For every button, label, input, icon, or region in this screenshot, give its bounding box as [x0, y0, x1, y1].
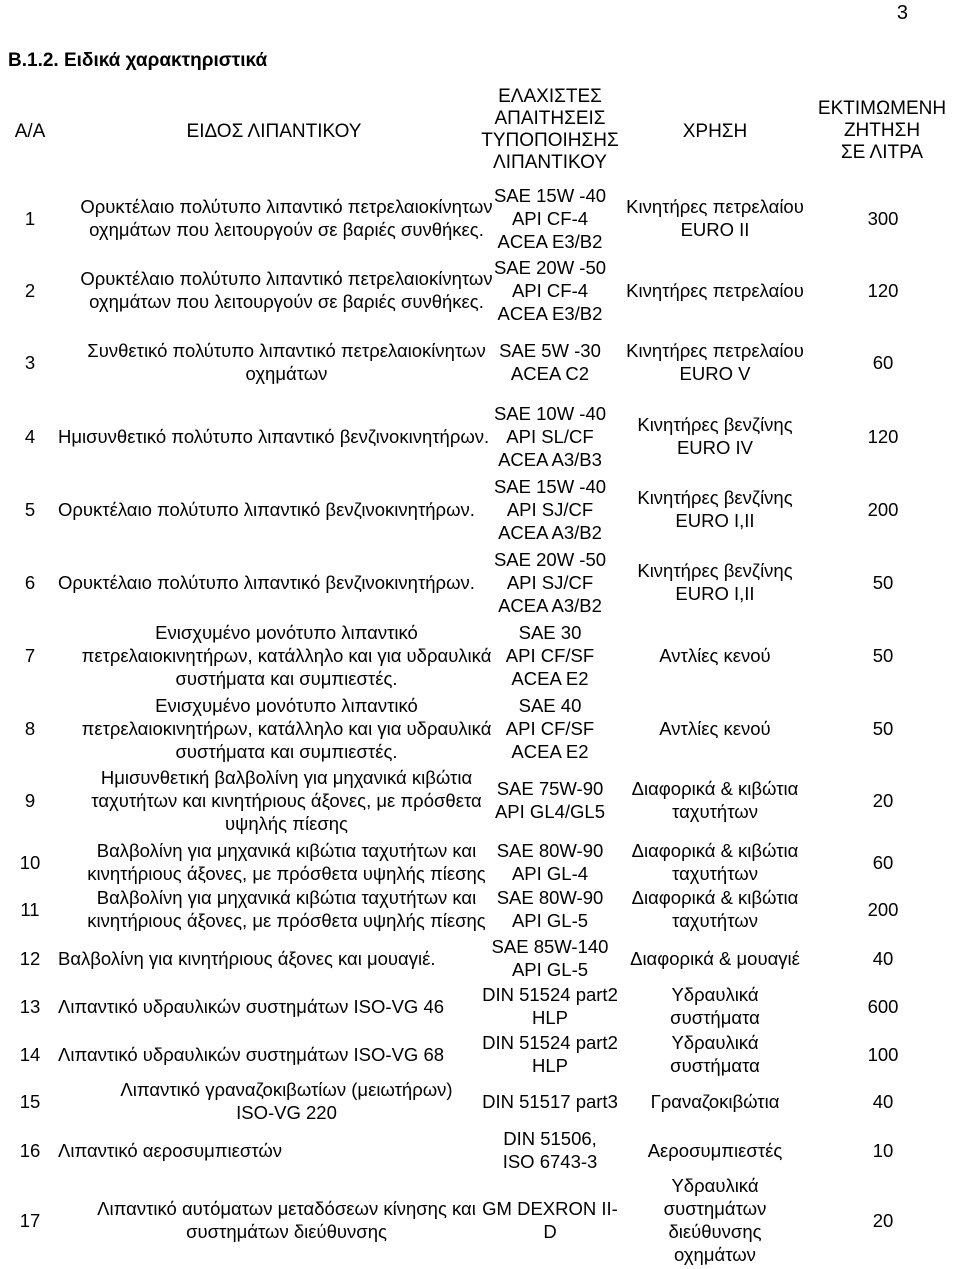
header-qty [800, 98, 960, 164]
row-spec [460, 839, 640, 885]
row-use-line: Διαφορικά & μουαγιέ [630, 947, 800, 969]
row-description-line: Ημισυνθετικό πολύτυπο λιπαντικό βενζινοκινητήρων. [58, 425, 490, 447]
row-description [64, 1197, 509, 1243]
row-spec-line: DIN 51506, [503, 1128, 597, 1149]
row-number: 3 [24, 351, 36, 373]
row-use-line: Κινητήρες βενζίνης [637, 560, 793, 581]
row-spec [460, 694, 640, 763]
row-description [58, 1043, 488, 1066]
row-description-line: Ορυκτέλαιο πολύτυπο λιπαντικό βενζινοκινητήρων. [58, 498, 475, 520]
row-description-line: συστημάτων διεύθυνσης [186, 1221, 387, 1242]
header-spec-line: ΑΠΑΙΤΗΣΕΙΣ [494, 108, 606, 129]
row-use-line: συστήματα [670, 1055, 760, 1076]
row-spec [460, 935, 640, 981]
row-description [64, 694, 509, 763]
row-use-line: Αεροσυμπιεστές [647, 1139, 783, 1161]
row-number: 17 [19, 1209, 41, 1231]
row-spec [460, 475, 640, 544]
row-use-line: Υδραυλικά [671, 1032, 759, 1053]
row-description-line: πετρελαιοκινητήρων, κατάλληλο και για υδραυλικά [81, 644, 492, 666]
header-spec-line: ΤΥΠΟΠΟΙΗΣΗΣ [481, 130, 619, 151]
row-description [64, 1078, 509, 1124]
row-use-line: Αντλίες κενού [659, 644, 771, 666]
row-use-line: EURO V [679, 363, 751, 384]
row-spec-line: API GL-5 [511, 959, 589, 980]
row-number: 1 [24, 207, 36, 229]
row-use-line: ταχυτήτων [672, 801, 758, 822]
row-qty: 60 [872, 351, 894, 373]
row-qty: 200 [867, 498, 899, 520]
row-description-line: συστήματα και συμπιεστές. [175, 740, 398, 762]
row-spec-line: DIN 51524 part2 [482, 1032, 618, 1053]
row-spec-line: SAE 80W-90 [496, 840, 604, 861]
row-description [64, 839, 509, 885]
row-description [58, 571, 488, 594]
header-spec-line: ΕΛΑΧΙΣΤΕΣ [498, 86, 602, 107]
row-use [615, 559, 815, 605]
row-spec-line: ACEA E2 [511, 740, 589, 762]
row-description [64, 886, 509, 932]
row-qty: 40 [872, 1090, 894, 1112]
row-number: 4 [24, 425, 36, 447]
row-qty: 20 [872, 1209, 894, 1231]
row-description [64, 621, 509, 690]
row-qty: 50 [872, 644, 894, 666]
row-use-line: Υδραυλικά [671, 1175, 759, 1196]
row-description [64, 339, 509, 385]
header-use: ΧΡΗΣΗ [682, 121, 748, 142]
page-number: 3 [896, 2, 908, 24]
row-spec-line: DIN 51517 part3 [482, 1090, 618, 1112]
row-spec [460, 1197, 640, 1243]
row-number: 7 [24, 644, 36, 666]
row-use [615, 339, 815, 385]
row-description-line: Ορυκτέλαιο πολύτυπο λιπαντικό πετρελαιοκίνητων [80, 196, 493, 217]
row-use [615, 839, 815, 885]
row-number: 10 [19, 851, 41, 873]
row-spec-line: HLP [532, 1055, 568, 1076]
row-qty: 100 [867, 1043, 899, 1065]
row-description-line: Λιπαντικό αεροσυμπιεστών [58, 1139, 283, 1161]
row-qty: 200 [867, 898, 899, 920]
row-qty: 50 [872, 571, 894, 593]
row-spec-line: API GL4/GL5 [494, 801, 606, 822]
row-number: 13 [19, 995, 41, 1017]
row-spec-line: SAE 85W-140 [491, 936, 609, 957]
header-qty-line: ΣΕ ΛΙΤΡΑ [840, 142, 924, 163]
row-use-line: συστήματα [670, 1007, 760, 1028]
row-spec-line: SAE 20W -50 [493, 548, 607, 570]
row-description-line: κινητήριους άξονες, με πρόσθετα υψηλής πίεσης [87, 910, 486, 931]
row-spec [460, 1090, 640, 1113]
row-description [64, 195, 509, 241]
row-number: 5 [24, 498, 36, 520]
row-spec-line: ACEA E3/B2 [497, 302, 603, 324]
row-number: 16 [19, 1139, 41, 1161]
row-spec-line: ACEA A3/B2 [498, 594, 602, 616]
row-qty: 40 [872, 947, 894, 969]
row-spec-line: API CF-4 [511, 279, 589, 301]
row-description-line: Λιπαντικό αυτόματων μεταδόσεων κίνησης και [97, 1198, 476, 1219]
row-spec-line: API GL-5 [511, 910, 589, 931]
row-spec-line: ACEA E3/B2 [497, 230, 603, 252]
row-spec [460, 339, 640, 385]
row-spec [460, 1031, 640, 1077]
row-use-line: ταχυτήτων [672, 910, 758, 931]
row-use-line: Διαφορικά & κιβώτια [631, 887, 799, 908]
row-use [615, 717, 815, 740]
row-qty: 120 [867, 425, 899, 447]
row-spec-line: ACEA C2 [510, 363, 590, 384]
row-use-line: Κινητήρες πετρελαίου [626, 340, 804, 361]
row-spec-line: API SJ/CF [506, 498, 594, 520]
row-spec-line: D [543, 1221, 557, 1242]
row-spec [460, 777, 640, 823]
row-description [58, 947, 488, 970]
row-description-line: Λιπαντικό υδραυλικών συστημάτων ISO-VG 46 [58, 995, 445, 1017]
row-spec-line: ACEA E2 [511, 667, 589, 689]
row-spec-line: SAE 15W -40 [493, 475, 607, 497]
row-use [615, 947, 815, 970]
row-use [615, 1139, 815, 1162]
row-spec-line: API SJ/CF [506, 571, 594, 593]
row-qty: 20 [872, 789, 894, 811]
row-number: 9 [24, 789, 36, 811]
row-description-line: Βαλβολίνη για μηχανικά κιβώτια ταχυτήτων και [96, 840, 477, 861]
row-use-line: Αντλίες κενού [659, 717, 771, 739]
row-spec-line: GM DEXRON II- [482, 1198, 618, 1219]
row-number: 11 [20, 898, 40, 920]
header-qty-line: ΖΗΤΗΣΗ [843, 120, 921, 141]
row-spec-line: SAE 20W -50 [493, 256, 607, 278]
row-qty: 50 [872, 717, 894, 739]
row-spec [460, 402, 640, 471]
row-description-line: Ορυκτέλαιο πολύτυπο λιπαντικό πετρελαιοκίνητων [80, 268, 493, 289]
row-description [58, 995, 488, 1018]
row-number: 14 [19, 1043, 41, 1065]
row-spec-line: SAE 40 [518, 694, 582, 716]
row-use-line: Διαφορικά & κιβώτια [631, 840, 799, 861]
row-use-line: Γραναζοκιβώτια [650, 1090, 780, 1112]
row-use-line: EURO IV [676, 437, 754, 458]
row-spec [460, 886, 640, 932]
row-use-line: Διαφορικά & κιβώτια [631, 778, 799, 799]
header-spec-line: ΛΙΠΑΝΤΙΚΟΥ [493, 152, 607, 173]
row-description-line: οχημάτων που λειτουργούν σε βαριές συνθήκες. [89, 291, 484, 312]
row-description [64, 766, 509, 835]
row-spec-line: API CF-4 [511, 207, 589, 229]
row-description-line: Λιπαντικό γραναζοκιβωτίων (μειωτήρων) [120, 1079, 453, 1100]
row-description-line: Συνθετικό πολύτυπο λιπαντικό πετρελαιοκίνητων [87, 340, 486, 361]
row-use [615, 1031, 815, 1077]
row-use [615, 1174, 815, 1266]
row-description-line: Ενισχυμένο μονότυπο λιπαντικό [155, 621, 418, 643]
row-spec-line: API CF/SF [505, 717, 595, 739]
section-title: B.1.2. Ειδικά χαρακτηριστικά [8, 50, 268, 71]
row-description-line: ταχυτήτων και κινητήριους άξονες, με πρόσθετα [91, 789, 482, 811]
row-spec-line: ACEA A3/B3 [498, 448, 602, 470]
row-spec-line: ISO 6743-3 [502, 1151, 598, 1172]
row-description [58, 425, 488, 448]
row-description-line: συστήματα και συμπιεστές. [175, 667, 398, 689]
row-use-line: ταχυτήτων [672, 863, 758, 884]
row-number: 15 [19, 1090, 41, 1112]
row-spec [460, 1127, 640, 1173]
header-type: ΕΙΔΟΣ ΛΙΠΑΝΤΙΚΟΥ [186, 121, 362, 142]
row-description-line: οχημάτων [245, 363, 328, 384]
row-description-line: πετρελαιοκινητήρων, κατάλληλο και για υδραυλικά [81, 717, 492, 739]
row-description [58, 498, 488, 521]
row-description-line: κινητήριους άξονες, με πρόσθετα υψηλής πίεσης [87, 863, 486, 884]
row-use [615, 983, 815, 1029]
row-description [64, 267, 509, 313]
row-spec [460, 184, 640, 253]
row-qty: 600 [867, 995, 899, 1017]
row-use [615, 1090, 815, 1113]
row-description-line: Ενισχυμένο μονότυπο λιπαντικό [155, 694, 418, 716]
row-use-line: διεύθυνσης [668, 1221, 762, 1242]
row-spec-line: API SL/CF [506, 425, 594, 447]
row-use-line: EURO I,II [675, 583, 755, 604]
row-number: 2 [24, 279, 36, 301]
row-qty: 120 [867, 279, 899, 301]
row-number: 6 [24, 571, 36, 593]
row-use [615, 279, 815, 302]
row-description [58, 1139, 488, 1162]
row-spec-line: API CF/SF [505, 644, 595, 666]
header-aa: Α/Α [14, 121, 46, 142]
row-spec-line: DIN 51524 part2 [482, 984, 618, 1005]
row-use-line: Υδραυλικά [671, 984, 759, 1005]
row-number: 12 [19, 947, 41, 969]
header-spec [460, 86, 640, 174]
row-description-line: Λιπαντικό υδραυλικών συστημάτων ISO-VG 68 [58, 1043, 445, 1065]
row-spec-line: API GL-4 [511, 863, 589, 884]
row-spec-line: SAE 75W-90 [496, 778, 604, 799]
row-use [615, 644, 815, 667]
row-use-line: οχημάτων [674, 1244, 756, 1265]
row-qty: 300 [867, 207, 899, 229]
row-use-line: Κινητήρες βενζίνης [637, 487, 793, 508]
row-spec [460, 983, 640, 1029]
row-spec [460, 621, 640, 690]
row-use [615, 886, 815, 932]
row-spec [460, 548, 640, 617]
row-description-line: υψηλής πίεσης [225, 812, 348, 834]
row-use [615, 195, 815, 241]
row-spec-line: SAE 30 [518, 621, 582, 643]
row-qty: 10 [872, 1139, 894, 1161]
row-use-line: συστημάτων [663, 1198, 767, 1219]
row-qty: 60 [872, 851, 894, 873]
row-use [615, 413, 815, 459]
row-description-line: Βαλβολίνη για μηχανικά κιβώτια ταχυτήτων και [96, 887, 477, 908]
row-number: 8 [24, 717, 36, 739]
row-description-line: οχημάτων που λειτουργούν σε βαριές συνθήκες. [89, 219, 484, 240]
row-description-line: Ημισυνθετική βαλβολίνη για μηχανικά κιβώτια [100, 766, 473, 788]
row-spec-line: SAE 15W -40 [493, 184, 607, 206]
row-spec-line: SAE 10W -40 [493, 402, 607, 424]
row-description-line: Βαλβολίνη για κινητήριους άξονες και μουαγιέ. [58, 947, 436, 969]
row-use-line: Κινητήρες βενζίνης [637, 414, 793, 435]
row-spec-line: SAE 80W-90 [496, 887, 604, 908]
header-qty-line: ΕΚΤΙΜΩΜΕΝΗ [817, 98, 947, 119]
row-use-line: Κινητήρες πετρελαίου [626, 279, 804, 301]
row-description-line: Ορυκτέλαιο πολύτυπο λιπαντικό βενζινοκινητήρων. [58, 571, 475, 593]
row-use [615, 486, 815, 532]
row-spec-line: ACEA A3/B2 [498, 521, 602, 543]
row-spec-line: HLP [532, 1007, 568, 1028]
row-spec [460, 256, 640, 325]
row-description-line: ISO-VG 220 [236, 1102, 337, 1123]
row-use-line: EURO II [680, 219, 750, 240]
row-use [615, 777, 815, 823]
row-spec-line: SAE 5W -30 [499, 340, 601, 361]
row-use-line: Κινητήρες πετρελαίου [626, 196, 804, 217]
row-use-line: EURO I,II [675, 510, 755, 531]
